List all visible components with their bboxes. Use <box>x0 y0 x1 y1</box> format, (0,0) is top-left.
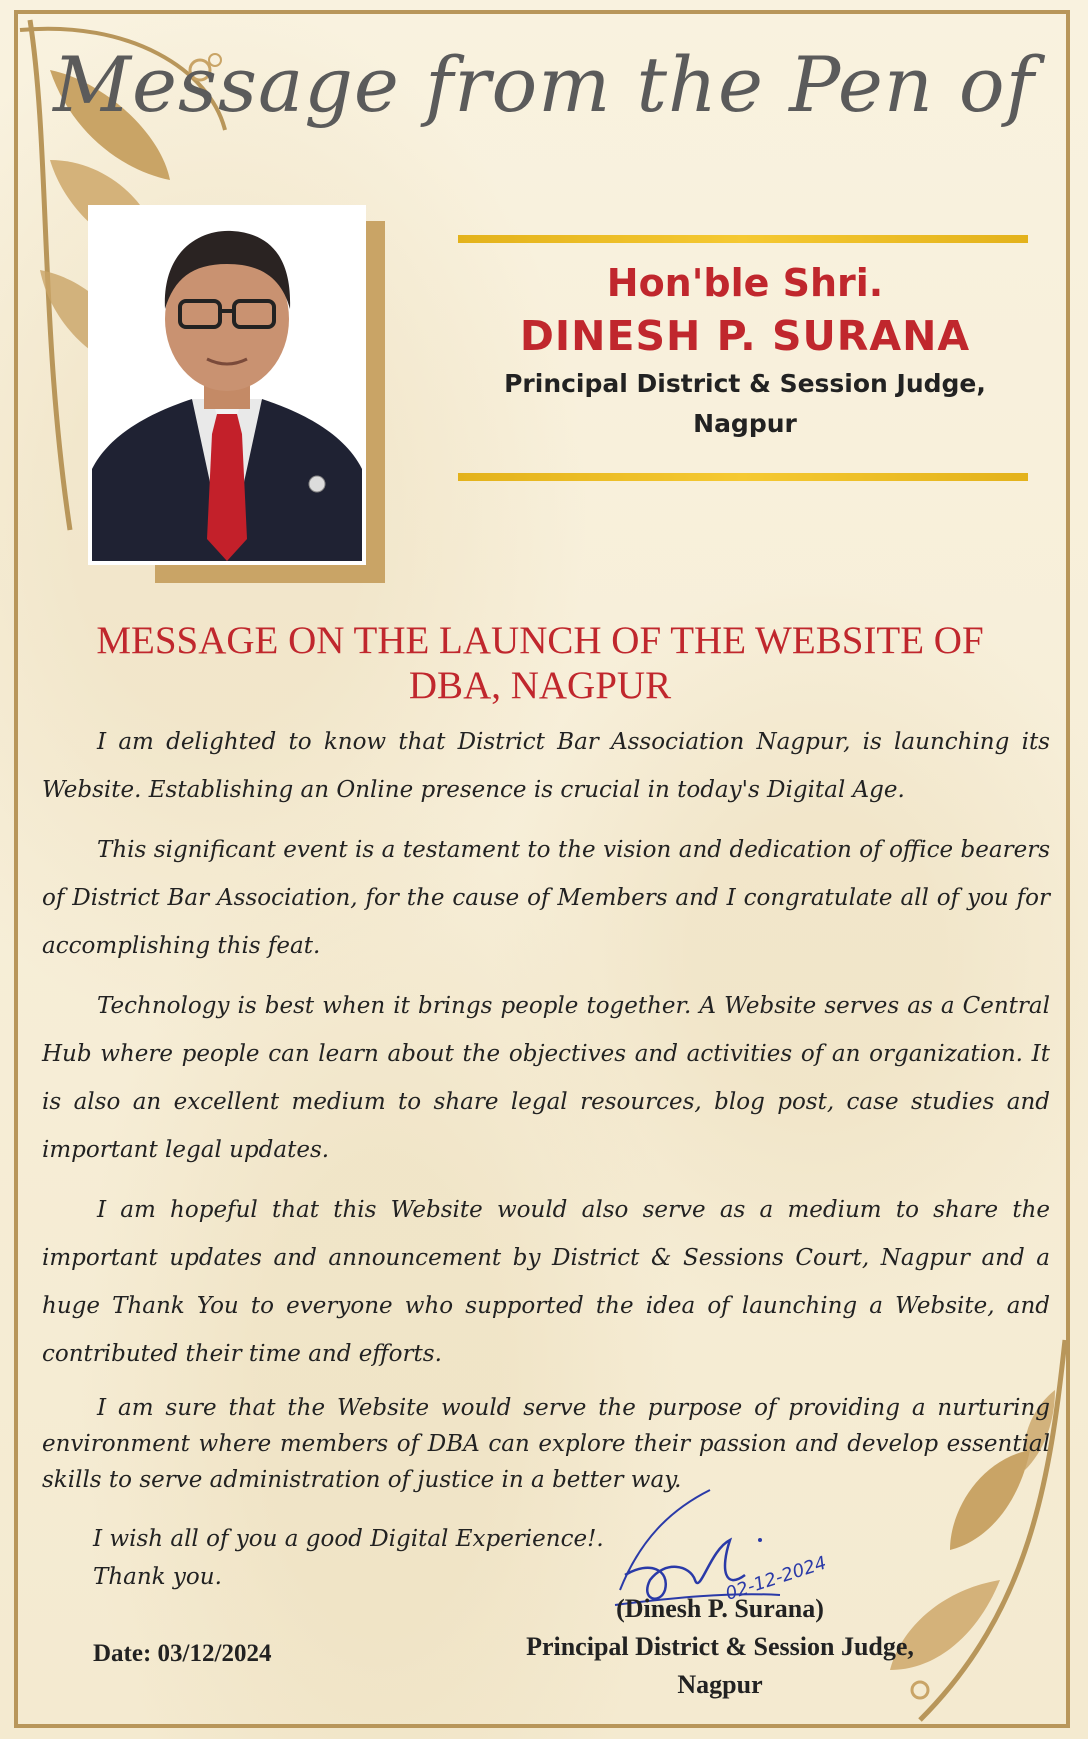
signatory-designation: Principal District & Session Judge, <box>526 1632 914 1661</box>
signatory-block <box>500 1590 940 1704</box>
paragraph: Technology is best when it brings people together. A Website serves as a Central Hub where people can learn about the objectives and activities of an organization. It is also an excellent medium to share legal resources, blog post, case studies and important legal updates. <box>42 993 1050 1163</box>
honoree-place: Nagpur <box>693 409 797 438</box>
closing-lines <box>93 1520 604 1596</box>
page-heading: Message from the Pen of <box>53 40 1035 129</box>
paragraph: This significant event is a testament to the vision and dedication of office bearers of District Bar Association, for the cause of Members and I congratulate all of you for accomplishing this feat. <box>42 837 1050 959</box>
paragraph: I am sure that the Website would serve the purpose of providing a nurturing environment where members of DBA can explore their passion and develop essential skills to serve administration of justice in a better way. <box>42 1395 1050 1493</box>
honoree-title-block <box>440 258 1050 444</box>
portrait-photo <box>88 205 366 565</box>
honoree-designation: Principal District & Session Judge, <box>504 369 986 398</box>
letter-date: Date: 03/12/2024 <box>93 1640 272 1667</box>
signatory-name: (Dinesh P. Surana) <box>616 1594 824 1623</box>
message-body <box>42 718 1050 1510</box>
closing-wish: I wish all of you a good Digital Experience!. <box>93 1526 604 1552</box>
message-title <box>40 618 1040 708</box>
gold-rule-bottom <box>458 473 1028 481</box>
portrait-illustration <box>92 209 362 561</box>
paragraph: I am hopeful that this Website would also serve as a medium to share the important updates and announcement by District & Sessions Court, Nagpur and a huge Thank You to everyone who supported the idea of launching a Website, and contributed their time and efforts. <box>42 1197 1050 1367</box>
message-title-line1: MESSAGE ON THE LAUNCH OF THE WEBSITE OF <box>96 619 984 662</box>
signature-date: 02-12-2024 <box>723 1552 830 1605</box>
closing-thanks: Thank you. <box>93 1564 222 1590</box>
message-title-line2: DBA, NAGPUR <box>408 664 672 707</box>
signatory-place: Nagpur <box>677 1670 763 1699</box>
paragraph: I am delighted to know that District Bar Association Nagpur, is launching its Website. Establishing an Online presence is crucial in today's Digital Age. <box>42 729 1050 803</box>
gold-rule-top <box>458 235 1028 243</box>
honorific: Hon'ble Shri. <box>606 261 884 305</box>
honoree-name: DINESH P. SURANA <box>519 312 971 360</box>
